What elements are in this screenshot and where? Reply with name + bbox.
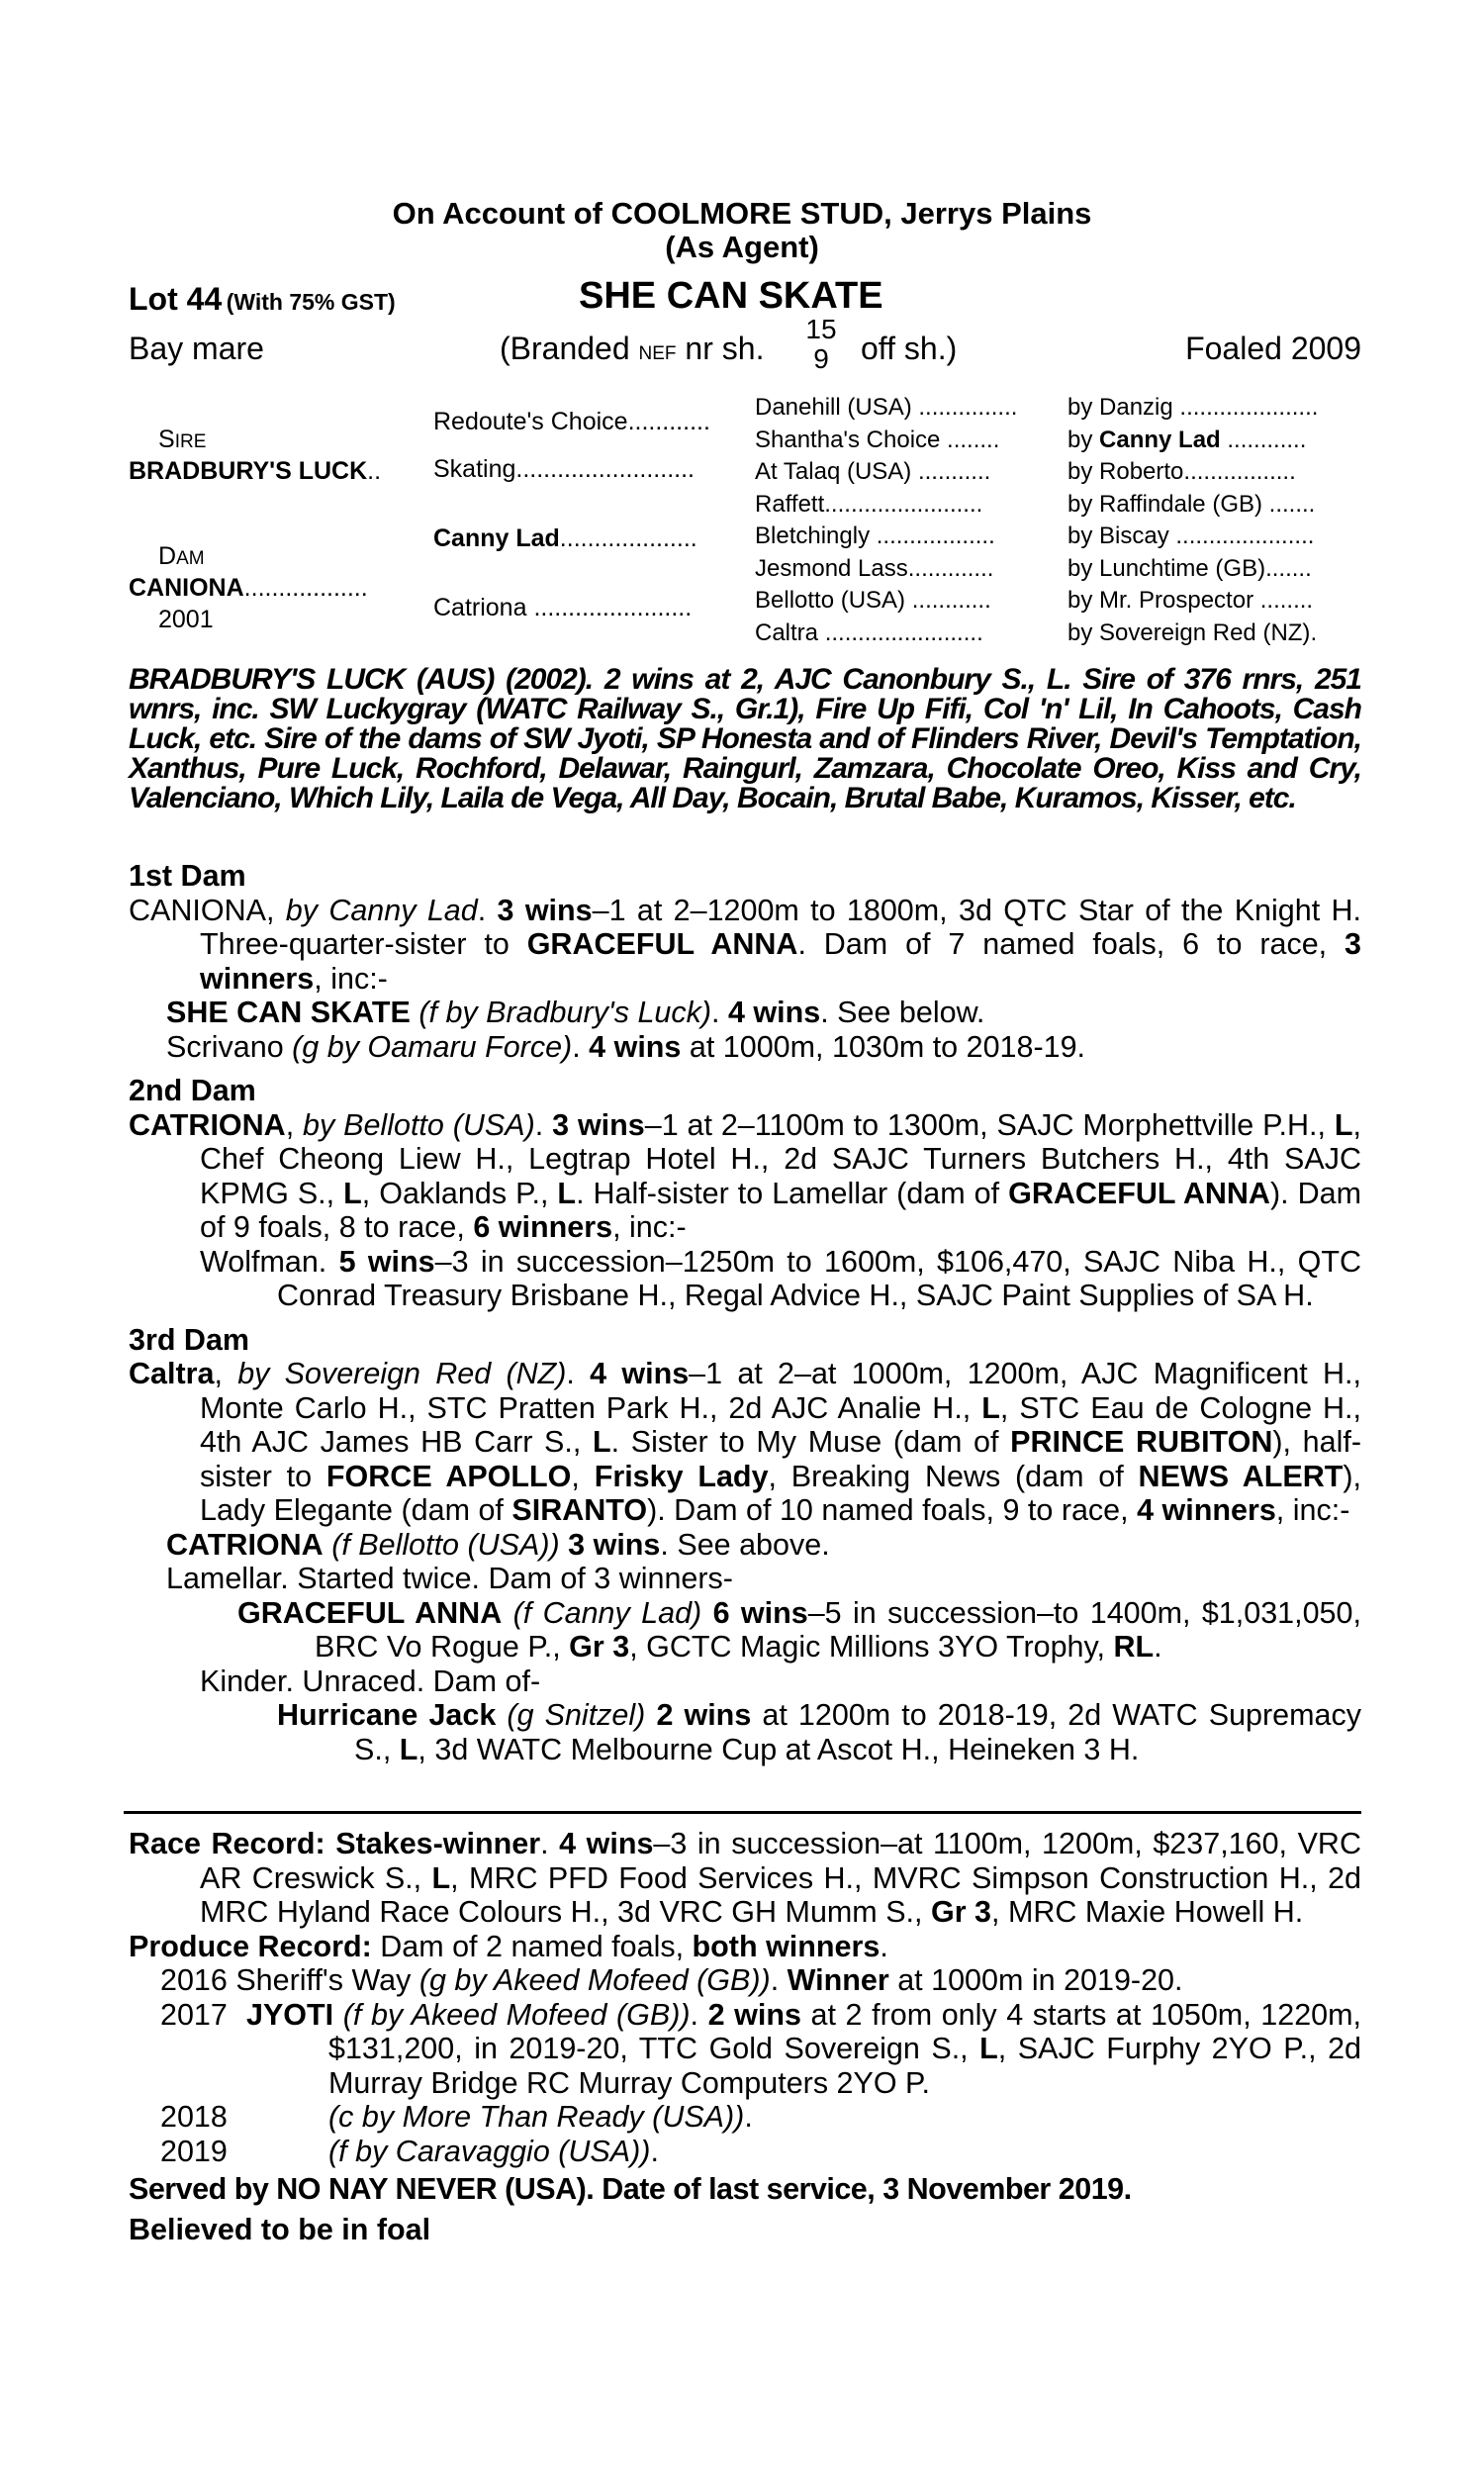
- bold-text: L: [399, 1732, 418, 1766]
- bold-text: 5 wins: [338, 1244, 435, 1279]
- great-grandparent-sire: [1067, 427, 1360, 454]
- text-run: ), Lady Elegante (dam of: [200, 1459, 1362, 1527]
- text-run: , inc:-: [612, 1210, 687, 1244]
- dam-label-rest: AM: [176, 548, 205, 569]
- text-run: .: [534, 1107, 553, 1142]
- italic-text: (f by Akeed Mofeed (GB)): [342, 1997, 691, 2032]
- text-run: at 1000m, 1030m to 2018-19.: [681, 1029, 1086, 1064]
- sire-of-name: Sovereign Red (NZ): [1099, 618, 1311, 646]
- leader-dots: ............: [627, 408, 710, 435]
- produce-record-intro: [129, 1930, 1361, 1964]
- agent-line: (As Agent): [665, 230, 819, 264]
- text-run: , inc:-: [1275, 1493, 1350, 1527]
- brand-mid: nr sh.: [685, 331, 765, 366]
- leader-dots: .: [1310, 618, 1318, 646]
- great-grandparent-sire: [1067, 458, 1360, 486]
- dam-label: [158, 542, 205, 571]
- bold-text: Gr 3: [930, 1895, 991, 1929]
- horse-name: SHE CAN SKATE: [579, 275, 883, 317]
- dam-dots: ..................: [243, 574, 368, 602]
- bold-text: SIRANTO: [511, 1493, 648, 1527]
- brand-number-bottom: 9: [813, 343, 829, 374]
- text-run: .: [1154, 1630, 1162, 1664]
- first-dam-foal-1: [129, 996, 1361, 1030]
- bold-text: PRINCE RUBITON: [1010, 1425, 1273, 1459]
- by-prefix: by: [1067, 394, 1100, 421]
- bold-text: 3 wins: [552, 1107, 645, 1142]
- sire-name: [129, 457, 381, 486]
- foal-details: [328, 2135, 659, 2169]
- great-grandparent-name: Shantha's Choice: [755, 426, 941, 453]
- brand-number-top: 15: [805, 314, 837, 344]
- first-dam-heading: 1st Dam: [129, 859, 246, 893]
- sire-of-name: Danzig: [1099, 394, 1173, 421]
- italic-text: (g by Oamaru Force): [292, 1029, 573, 1064]
- text-run: CANIONA: [129, 893, 266, 927]
- grandparent: [433, 594, 742, 622]
- bold-text: CATRIONA: [166, 1527, 324, 1562]
- bold-text: SHE CAN SKATE: [166, 996, 411, 1029]
- great-grandparent-sire: [1067, 555, 1360, 583]
- bold-text: 3 wins: [497, 893, 593, 927]
- brand-mark: NEF: [638, 343, 677, 364]
- produce-foal: [129, 1998, 1361, 2101]
- great-grandparent-name: Caltra: [755, 618, 819, 646]
- second-dam-heading: 2nd Dam: [129, 1074, 256, 1107]
- text-run: –5 in succession–to 1400m, $1,031,050, BRC Vo Rogue P.,: [315, 1595, 1361, 1664]
- bold-text: both winners: [692, 1929, 881, 1963]
- bold-text: L: [1334, 1107, 1353, 1142]
- text-run: ,: [571, 1459, 595, 1493]
- leader-dots: ........: [1253, 587, 1314, 614]
- text-run: Lamellar. Started twice. Dam of 3 winners-: [166, 1562, 733, 1595]
- text-run: ,: [265, 893, 286, 927]
- text-run: –3 in succession–at 1100m, 1200m, $237,160, VRC AR Creswick S.,: [200, 1827, 1361, 1895]
- text-run: Scrivano: [166, 1029, 293, 1064]
- race-record: [129, 1827, 1361, 1930]
- produce-foal: [129, 1963, 1361, 1998]
- text-run: [333, 1998, 343, 2032]
- third-dam-grand-foal-1: [129, 1596, 1361, 1665]
- text-run: , inc:-: [314, 961, 388, 996]
- italic-text: (c by More Than Ready (USA)): [328, 2100, 745, 2134]
- text-run: .: [744, 2100, 753, 2134]
- text-run: [560, 1528, 568, 1562]
- text-run: at 2 from only 4 starts at 1050m, 1220m, $131,200, in 2019-20, TTC Gold Sovereign S.,: [328, 1997, 1361, 2065]
- first-dam-foal-2: [129, 1030, 1361, 1065]
- great-grandparent-sire: [1067, 491, 1360, 519]
- bold-text: L: [981, 1390, 1000, 1425]
- text-run: . See above.: [660, 1527, 830, 1562]
- sire-of-name: Raffindale (GB): [1099, 490, 1262, 518]
- foal-details: [328, 2100, 753, 2135]
- text-run: [645, 1698, 656, 1732]
- foal-details: [228, 1963, 1183, 1997]
- bold-text: 4 wins: [727, 996, 821, 1029]
- grandparent-name: Skating: [433, 455, 516, 483]
- great-grandparent-name: Bellotto (USA): [755, 587, 906, 614]
- bold-text: L: [431, 1860, 451, 1895]
- italic-text: (g Snitzel): [507, 1698, 646, 1732]
- grandparent: [433, 524, 742, 553]
- great-grandparent: [755, 587, 1042, 615]
- produce-record-list: [129, 1963, 1361, 2168]
- grandparent: [433, 455, 742, 484]
- bold-text: GRACEFUL ANNA: [1008, 1176, 1270, 1210]
- bold-text: GRACEFUL ANNA: [526, 927, 798, 961]
- bold-text: L: [557, 1176, 577, 1210]
- by-prefix: by: [1067, 458, 1100, 485]
- produce-foal: [129, 2100, 1361, 2135]
- foal-details: [160, 1998, 1361, 2101]
- text-run: Sheriff's Way: [227, 1963, 419, 1997]
- family-body: [129, 859, 1361, 1766]
- third-dam-paragraph: [129, 1357, 1361, 1528]
- leader-dots: ........: [940, 426, 1000, 453]
- text-run: ). Dam of 10 named foals, 9 to race,: [647, 1493, 1138, 1527]
- leader-dots: .....................: [1172, 394, 1319, 421]
- bold-text: 2 wins: [707, 1997, 801, 2032]
- text-run: at 1200m to 2018-19, 2d WATC Supremacy S.,: [354, 1698, 1361, 1766]
- text-run: Dam of 2 named foals,: [371, 1929, 693, 1963]
- great-grandparent: [755, 427, 1042, 454]
- text-run: .: [566, 1357, 591, 1390]
- text-run: .: [711, 996, 728, 1029]
- great-grandparent: [755, 458, 1042, 486]
- bold-text: 4 wins: [590, 1357, 690, 1390]
- sire-dots: ..: [367, 457, 382, 485]
- sire-summary: BRADBURY'S LUCK (AUS) (2002). 2 wins at 2, AJC Canonbury S., L. Sire of 376 rnrs, 251 wnrs, inc. SW Luckygray (WATC Railway S., Gr.1), Fire Up Fifi, Col 'n' Lil, In Cahoots, Cash Luck, etc. Sire of the dams of SW Jyoti, SP Honesta and of Flinders River, Devil's Temptation, Xanthus, Pure Luck, Rochford, Delawar, Raingurl, Zamzara, Chocolate Oreo, Kiss and Cry, Valenciano, Which Lily, Laila de Vega, All Day, Bocain, Brutal Babe, Kuramos, Kisser, etc.: [129, 663, 1361, 814]
- bold-text: L: [592, 1425, 611, 1459]
- bold-text: L: [979, 2032, 998, 2065]
- text-run: .: [650, 2134, 659, 2168]
- by-prefix: by: [1067, 554, 1100, 582]
- great-grandparent-sire: [1067, 619, 1360, 647]
- great-grandparent: [755, 619, 1042, 647]
- bold-text: Caltra: [129, 1357, 215, 1390]
- text-run: –1 at 2–1200m to 1800m, 3d QTC Star of the Knight H. Three-quarter-sister to: [200, 893, 1362, 961]
- great-grandparent: [755, 394, 1067, 422]
- sire-of-name: Biscay: [1099, 523, 1169, 549]
- third-dam-foal-1: [129, 1528, 1361, 1563]
- great-grandparent-name: At Talaq (USA): [755, 458, 912, 485]
- third-dam-heading: 3rd Dam: [129, 1322, 250, 1357]
- sire-name-text: BRADBURY'S LUCK: [129, 457, 368, 485]
- great-grandparent: [755, 491, 1042, 519]
- leader-dots: ............: [905, 587, 991, 614]
- text-run: , STC Eau de Cologne H., 4th AJC James HB Carr S.,: [200, 1390, 1361, 1459]
- gst-note: (With 75% GST): [226, 289, 396, 315]
- lot-label: [129, 281, 396, 318]
- italic-text: by Sovereign Red (NZ): [237, 1357, 567, 1390]
- sire-of-name: Canny Lad: [1099, 426, 1221, 453]
- bold-text: 4 winners: [1137, 1493, 1276, 1527]
- text-run: .: [770, 1963, 788, 1997]
- text-run: .: [540, 1827, 560, 1860]
- bold-text: L: [343, 1176, 362, 1210]
- by-prefix: by: [1067, 587, 1100, 614]
- bold-text: NEWS ALERT: [1138, 1459, 1344, 1493]
- third-dam-grand-foal-2: [129, 1665, 1361, 1699]
- leader-dots: .......: [1261, 490, 1316, 518]
- colour-sex: Bay mare: [129, 331, 264, 366]
- bold-text: GRACEFUL ANNA: [237, 1595, 503, 1630]
- text-run: ,: [214, 1357, 238, 1390]
- bold-text: Produce Record:: [129, 1929, 372, 1963]
- text-run: –1 at 2–at 1000m, 1200m, AJC Magnificent H., Monte Carlo H., STC Pratten Park H., 2d AJC Analie H.,: [200, 1357, 1361, 1425]
- great-grandparent-sire: [1067, 394, 1360, 422]
- foal-year: 2016: [160, 1963, 228, 1997]
- dam-name-text: CANIONA: [129, 574, 244, 602]
- foal-year: 2017: [160, 1997, 228, 2032]
- grandparent-name: Catriona: [433, 594, 527, 621]
- leader-dots: ...........: [911, 458, 991, 485]
- text-run: .: [880, 1929, 888, 1963]
- italic-text: (g by Akeed Mofeed (GB)): [418, 1963, 771, 1997]
- sire-label-initial: S: [158, 426, 175, 453]
- text-run: , SAJC Furphy 2YO P., 2d Murray Bridge RC Murray Computers 2YO P.: [328, 2032, 1361, 2100]
- text-run: , GCTC Magic Millions 3YO Trophy,: [629, 1630, 1114, 1664]
- great-grandparent: [755, 555, 1042, 583]
- great-grandparent-sire: [1067, 587, 1360, 615]
- text-run: , Breaking News (dam of: [768, 1459, 1139, 1493]
- third-dam-foal-2: [129, 1562, 1361, 1596]
- brand-number-fraction: [801, 315, 841, 374]
- in-foal-note: Believed to be in foal: [129, 2212, 431, 2246]
- first-dam-paragraph: [129, 894, 1361, 997]
- bold-text: 3 wins: [568, 1527, 661, 1562]
- records-body: [129, 1827, 1361, 2246]
- text-run: , Chef Cheong Liew H., Legtrap Hotel H., 2d SAJC Turners Butchers H., 4th SAJC KPMG S.,: [200, 1107, 1361, 1210]
- bold-text: Winner: [787, 1963, 889, 1997]
- bold-text: Hurricane Jack: [277, 1698, 497, 1732]
- leader-dots: .................: [1183, 458, 1296, 485]
- leader-dots: .......: [1265, 554, 1312, 582]
- brand-suffix: off sh.): [861, 331, 958, 366]
- italic-text: by Bellotto (USA): [303, 1107, 535, 1142]
- brand-prefix: (Branded: [500, 331, 630, 366]
- leader-dots: ............: [1220, 426, 1307, 453]
- by-prefix: by: [1067, 618, 1100, 646]
- bold-text: Race Record: Stakes-winner: [129, 1827, 541, 1860]
- sire-of-name: Roberto: [1099, 458, 1184, 485]
- grandparent-name: Redoute's Choice: [433, 408, 628, 435]
- produce-foal: [129, 2135, 1361, 2169]
- great-grandparent-name: Jesmond Lass: [755, 554, 908, 582]
- text-run: . Sister to My Muse (dam of: [610, 1425, 1011, 1459]
- text-run: , MRC PFD Food Services H., MVRC Simpson Construction H., 2d MRC Hyland Race Colours H., 3d VRC GH Mumm S.,: [200, 1860, 1362, 1929]
- bold-text: CATRIONA: [129, 1107, 286, 1142]
- italic-text: by Canny Lad: [285, 893, 478, 927]
- text-run: .: [572, 1029, 590, 1064]
- leader-dots: ....................: [559, 524, 697, 552]
- leader-dots: .............: [907, 554, 994, 582]
- text-run: [496, 1698, 507, 1732]
- dam-name: [129, 574, 368, 603]
- text-run: , Oaklands P.,: [361, 1176, 558, 1210]
- italic-text: (f Bellotto (USA)): [331, 1527, 560, 1562]
- foaled-year: Foaled 2009: [1185, 331, 1361, 366]
- text-run: [324, 1528, 331, 1562]
- text-run: .: [477, 893, 498, 927]
- text-run: , MRC Maxie Howell H.: [991, 1895, 1304, 1929]
- text-run: .: [690, 1997, 708, 2032]
- bold-text: 6 wins: [712, 1595, 808, 1630]
- foal-year: 2018: [160, 2100, 228, 2134]
- leader-dots: ........................: [818, 618, 983, 646]
- leader-dots: ...............: [911, 394, 1018, 421]
- bold-text: 6 winners: [473, 1210, 613, 1244]
- leader-dots: .......................: [526, 594, 693, 621]
- leader-dots: ..........................: [515, 455, 695, 483]
- great-grandparent: [755, 523, 1042, 550]
- bold-text: FORCE APOLLO: [325, 1459, 572, 1493]
- sire-label: [158, 426, 206, 454]
- text-run: . Dam of 7 named foals, 6 to race,: [797, 927, 1345, 961]
- text-run: –1 at 2–1100m to 1300m, SAJC Morphettville P.H.,: [644, 1107, 1335, 1142]
- leader-dots: .....................: [1168, 523, 1315, 549]
- grandparent-name: Canny Lad: [433, 524, 560, 552]
- sire-of-name: Lunchtime (GB): [1099, 554, 1266, 582]
- bold-text: RL: [1113, 1630, 1155, 1664]
- text-run: Wolfman.: [200, 1244, 339, 1279]
- sire-of-name: Mr. Prospector: [1099, 587, 1254, 614]
- text-run: at 1000m in 2019-20.: [888, 1963, 1183, 1997]
- text-run: . Half-sister to Lamellar (dam of: [576, 1176, 1009, 1210]
- dam-year: 2001: [158, 606, 214, 633]
- foal-year: 2019: [160, 2134, 228, 2168]
- lot-number: Lot 44: [129, 281, 223, 317]
- bold-text: 4 wins: [559, 1827, 654, 1860]
- bold-text: 3 winners: [200, 927, 1361, 996]
- text-run: [701, 1596, 712, 1630]
- great-grandparent-name: Bletchingly: [755, 523, 871, 549]
- text-run: ). Dam of 9 foals, 8 to race,: [200, 1176, 1361, 1244]
- great-grandparent-name: Raffett: [755, 490, 825, 518]
- by-prefix: by: [1067, 490, 1100, 518]
- text-run: Kinder. Unraced. Dam of-: [200, 1664, 541, 1698]
- leader-dots: ........................: [824, 490, 983, 518]
- second-dam-paragraph: [129, 1108, 1361, 1245]
- second-dam-foal-1: [129, 1245, 1361, 1313]
- bold-text: Frisky Lady: [594, 1459, 769, 1493]
- sire-label-rest: IRE: [174, 431, 207, 452]
- grandparent: [433, 408, 742, 436]
- brand-description: [500, 331, 764, 367]
- third-dam-great-grand-foal-1: [129, 1698, 1361, 1766]
- text-run: ), half-sister to: [200, 1425, 1361, 1493]
- text-run: , 3d WATC Melbourne Cup at Ascot H., Heineken 3 H.: [417, 1732, 1140, 1766]
- text-run: ,: [285, 1107, 304, 1142]
- section-divider: [124, 1811, 1361, 1814]
- italic-text: (f Canny Lad): [512, 1595, 702, 1630]
- great-grandparent-name: Danehill (USA): [755, 394, 912, 421]
- italic-text: (f by Caravaggio (USA)): [328, 2134, 651, 2168]
- service-note: Served by NO NAY NEVER (USA). Date of last service, 3 November 2019.: [129, 2172, 1132, 2206]
- by-prefix: by: [1067, 426, 1100, 453]
- bold-text: 2 wins: [656, 1698, 752, 1732]
- great-grandparent-sire: [1067, 523, 1360, 550]
- text-run: . See below.: [820, 996, 985, 1029]
- bold-text: Gr 3: [569, 1630, 630, 1664]
- bold-text: 4 wins: [589, 1029, 682, 1064]
- bold-text: JYOTI: [246, 1997, 334, 2032]
- text-run: [502, 1596, 512, 1630]
- italic-text: (f by Bradbury's Luck): [418, 996, 712, 1029]
- text-run: –3 in succession–1250m to 1600m, $106,470, SAJC Niba H., QTC Conrad Treasury Brisbane H., Regal Advice H., SAJC Paint Supplies of SA H.: [277, 1244, 1361, 1312]
- by-prefix: by: [1067, 523, 1100, 549]
- leader-dots: ..................: [870, 523, 995, 549]
- dam-label-initial: D: [158, 542, 177, 570]
- consignor-line: On Account of COOLMORE STUD, Jerrys Plains: [392, 196, 1092, 231]
